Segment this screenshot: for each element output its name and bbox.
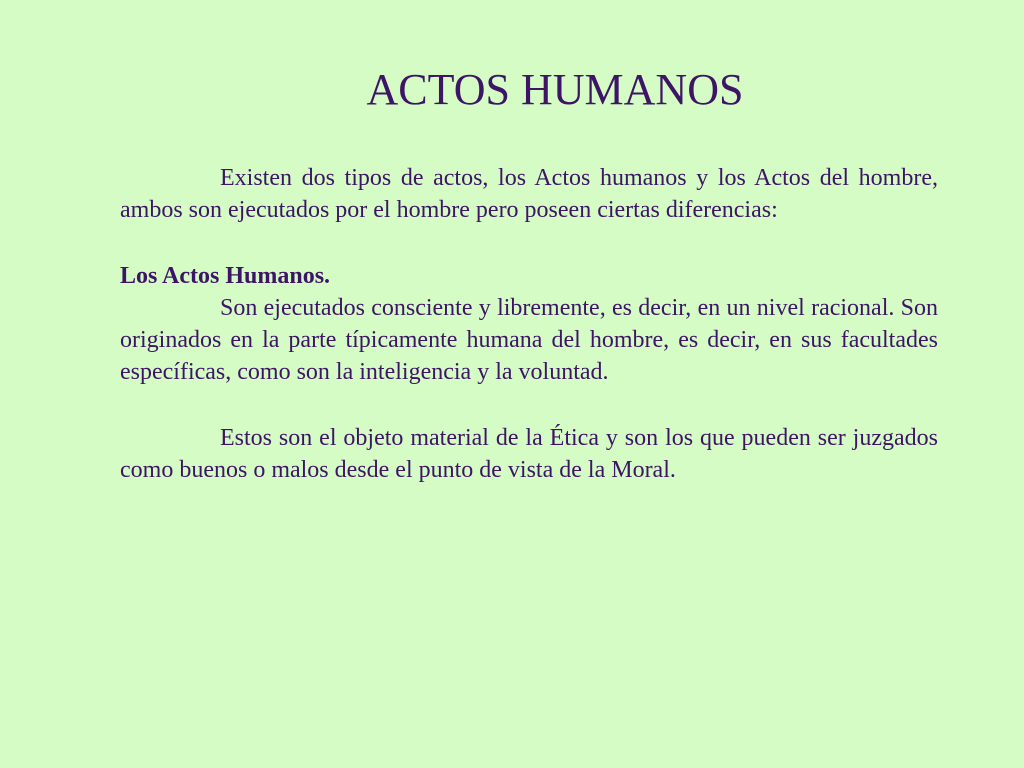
ethics-paragraph: Estos son el objeto material de la Ética y son los que pueden ser juzgados como buenos o malos desde el punto de vista de la Moral.	[120, 425, 938, 483]
spacer	[120, 226, 938, 260]
intro-paragraph: Existen dos tipos de actos, los Actos humanos y los Actos del hombre, ambos son ejecutados por el hombre pero poseen ciertas diferencias:	[120, 165, 938, 223]
definition-paragraph: Son ejecutados consciente y libremente, es decir, en un nivel racional. Son originados en la parte típicamente humana del hombre, es decir, en sus facultades específicas, como son la inteligencia y la voluntad.	[120, 295, 938, 385]
slide-body	[120, 162, 938, 486]
section-heading: Los Actos Humanos.	[120, 263, 331, 289]
spacer	[120, 388, 938, 422]
slide-title: ACTOS HUMANOS	[366, 65, 744, 114]
